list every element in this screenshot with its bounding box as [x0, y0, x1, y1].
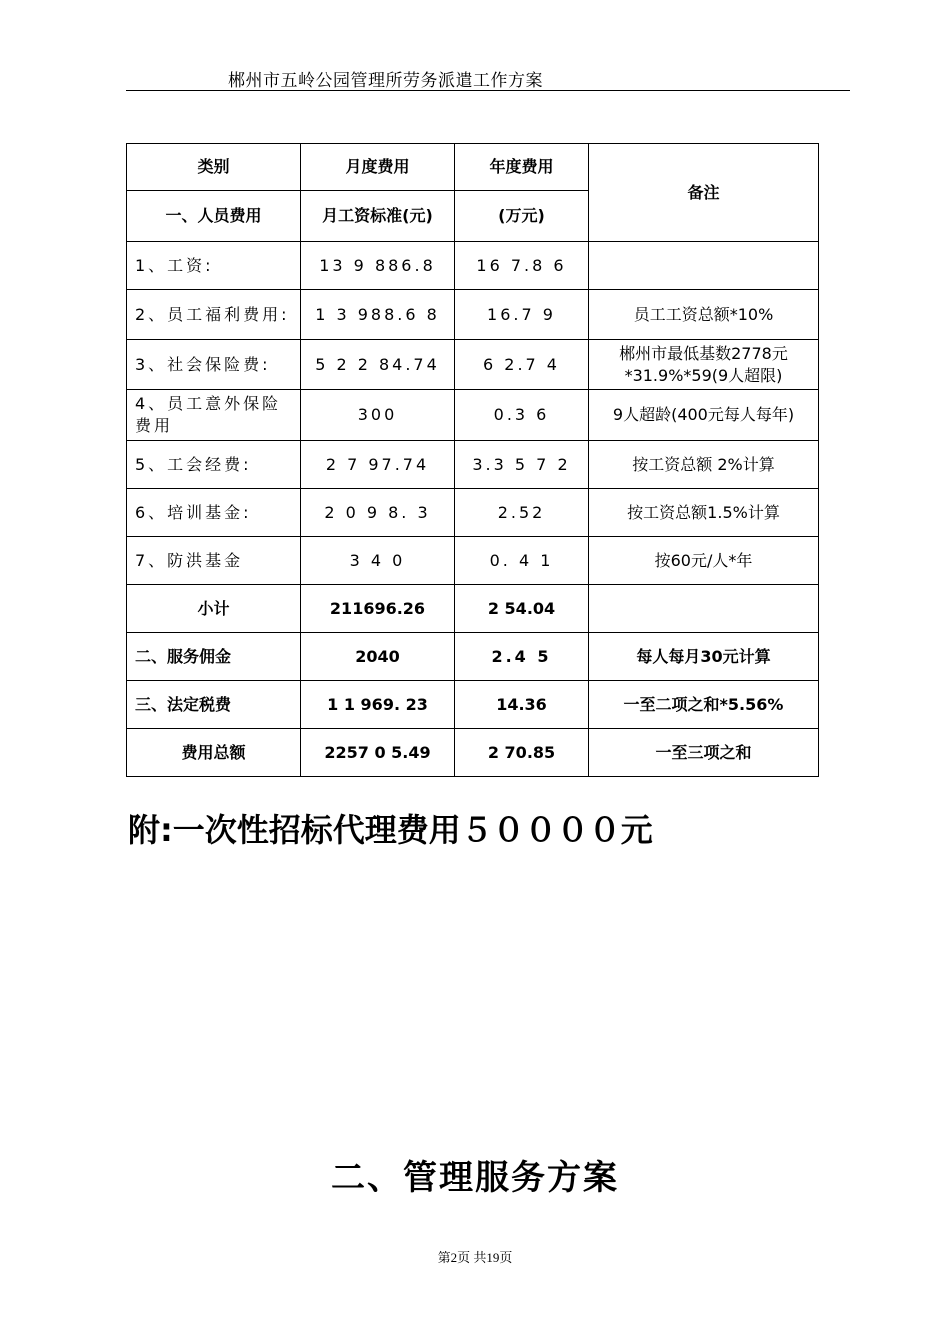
- cell-monthly: 1 1 969. 23: [301, 681, 455, 729]
- cell-remark: 一至三项之和: [589, 729, 819, 777]
- cell-annual: 14.36: [455, 681, 589, 729]
- cell-monthly: 5 2 2 84.74: [301, 340, 455, 390]
- table-row: [127, 441, 819, 489]
- section-title: 二、管理服务方案: [331, 1158, 619, 1198]
- cell-annual: 16.7 9: [455, 290, 589, 340]
- header-remark: 备注: [589, 144, 819, 242]
- cell-category: 3、社会保险费:: [127, 340, 301, 390]
- cell-category: 费用总额: [127, 729, 301, 777]
- cell-annual: 2 54.04: [455, 585, 589, 633]
- service-fee-row: [127, 633, 819, 681]
- cell-category: 2、员工福利费用:: [127, 290, 301, 340]
- table-row: [127, 340, 819, 390]
- header-annual-unit: (万元): [455, 191, 589, 242]
- cell-remark: 按工资总额1.5%计算: [589, 489, 819, 537]
- cell-monthly: 3 4 0: [301, 537, 455, 585]
- cell-remark: 按工资总额 2%计算: [589, 441, 819, 489]
- cell-category: 1、工资:: [127, 242, 301, 290]
- cell-annual: 2 70.85: [455, 729, 589, 777]
- cell-monthly: 2 0 9 8. 3: [301, 489, 455, 537]
- fee-table: [126, 143, 819, 777]
- tax-row: [127, 681, 819, 729]
- cell-annual: 2.52: [455, 489, 589, 537]
- cell-category: 7、防洪基金: [127, 537, 301, 585]
- cell-monthly: 13 9 886.8: [301, 242, 455, 290]
- cell-remark: 每人每月30元计算: [589, 633, 819, 681]
- cell-remark: 一至二项之和*5.56%: [589, 681, 819, 729]
- cell-category: 6、培训基金:: [127, 489, 301, 537]
- cell-category: 小计: [127, 585, 301, 633]
- table-row: [127, 242, 819, 290]
- cell-category: 4、员工意外保险费用: [127, 390, 301, 441]
- header-section1: 一、人员费用: [127, 191, 301, 242]
- total-row: [127, 729, 819, 777]
- header-category: 类别: [127, 144, 301, 191]
- header-monthly: 月度费用: [301, 144, 455, 191]
- page-header: [126, 64, 850, 91]
- cell-remark: [589, 585, 819, 633]
- cell-remark: 按60元/人*年: [589, 537, 819, 585]
- cell-annual: 0.3 6: [455, 390, 589, 441]
- cell-remark: [589, 242, 819, 290]
- cell-remark: 9人超龄(400元每人每年): [589, 390, 819, 441]
- cell-monthly: 2040: [301, 633, 455, 681]
- cell-monthly: 211696.26: [301, 585, 455, 633]
- header-monthly-unit: 月工资标准(元): [301, 191, 455, 242]
- cell-category: 5、工会经费:: [127, 441, 301, 489]
- cell-remark: 员工工资总额*10%: [589, 290, 819, 340]
- table-row: [127, 390, 819, 441]
- table-row: [127, 537, 819, 585]
- cell-annual: 2.4 5: [455, 633, 589, 681]
- cell-annual: 16 7.8 6: [455, 242, 589, 290]
- page-footer: 第2页 共19页: [437, 1250, 513, 1265]
- header-annual: 年度费用: [455, 144, 589, 191]
- cell-annual: 6 2.7 4: [455, 340, 589, 390]
- cell-monthly: 300: [301, 390, 455, 441]
- cell-annual: 0. 4 1: [455, 537, 589, 585]
- cell-annual: 3.3 5 7 2: [455, 441, 589, 489]
- table-header-row: [127, 144, 819, 191]
- cell-remark: 郴州市最低基数2778元*31.9%*59(9人超限): [589, 340, 819, 390]
- cell-monthly: 1 3 988.6 8: [301, 290, 455, 340]
- table-row: [127, 489, 819, 537]
- header-title: 郴州市五岭公园管理所劳务派遣工作方案: [228, 71, 543, 91]
- cell-category: 二、服务佣金: [127, 633, 301, 681]
- subtotal-row: [127, 585, 819, 633]
- table-row: [127, 290, 819, 340]
- attachment-note: 附:一次性招标代理费用５００００元: [128, 811, 653, 849]
- cell-monthly: 2 7 97.74: [301, 441, 455, 489]
- cell-category: 三、法定税费: [127, 681, 301, 729]
- cell-monthly: 2257 0 5.49: [301, 729, 455, 777]
